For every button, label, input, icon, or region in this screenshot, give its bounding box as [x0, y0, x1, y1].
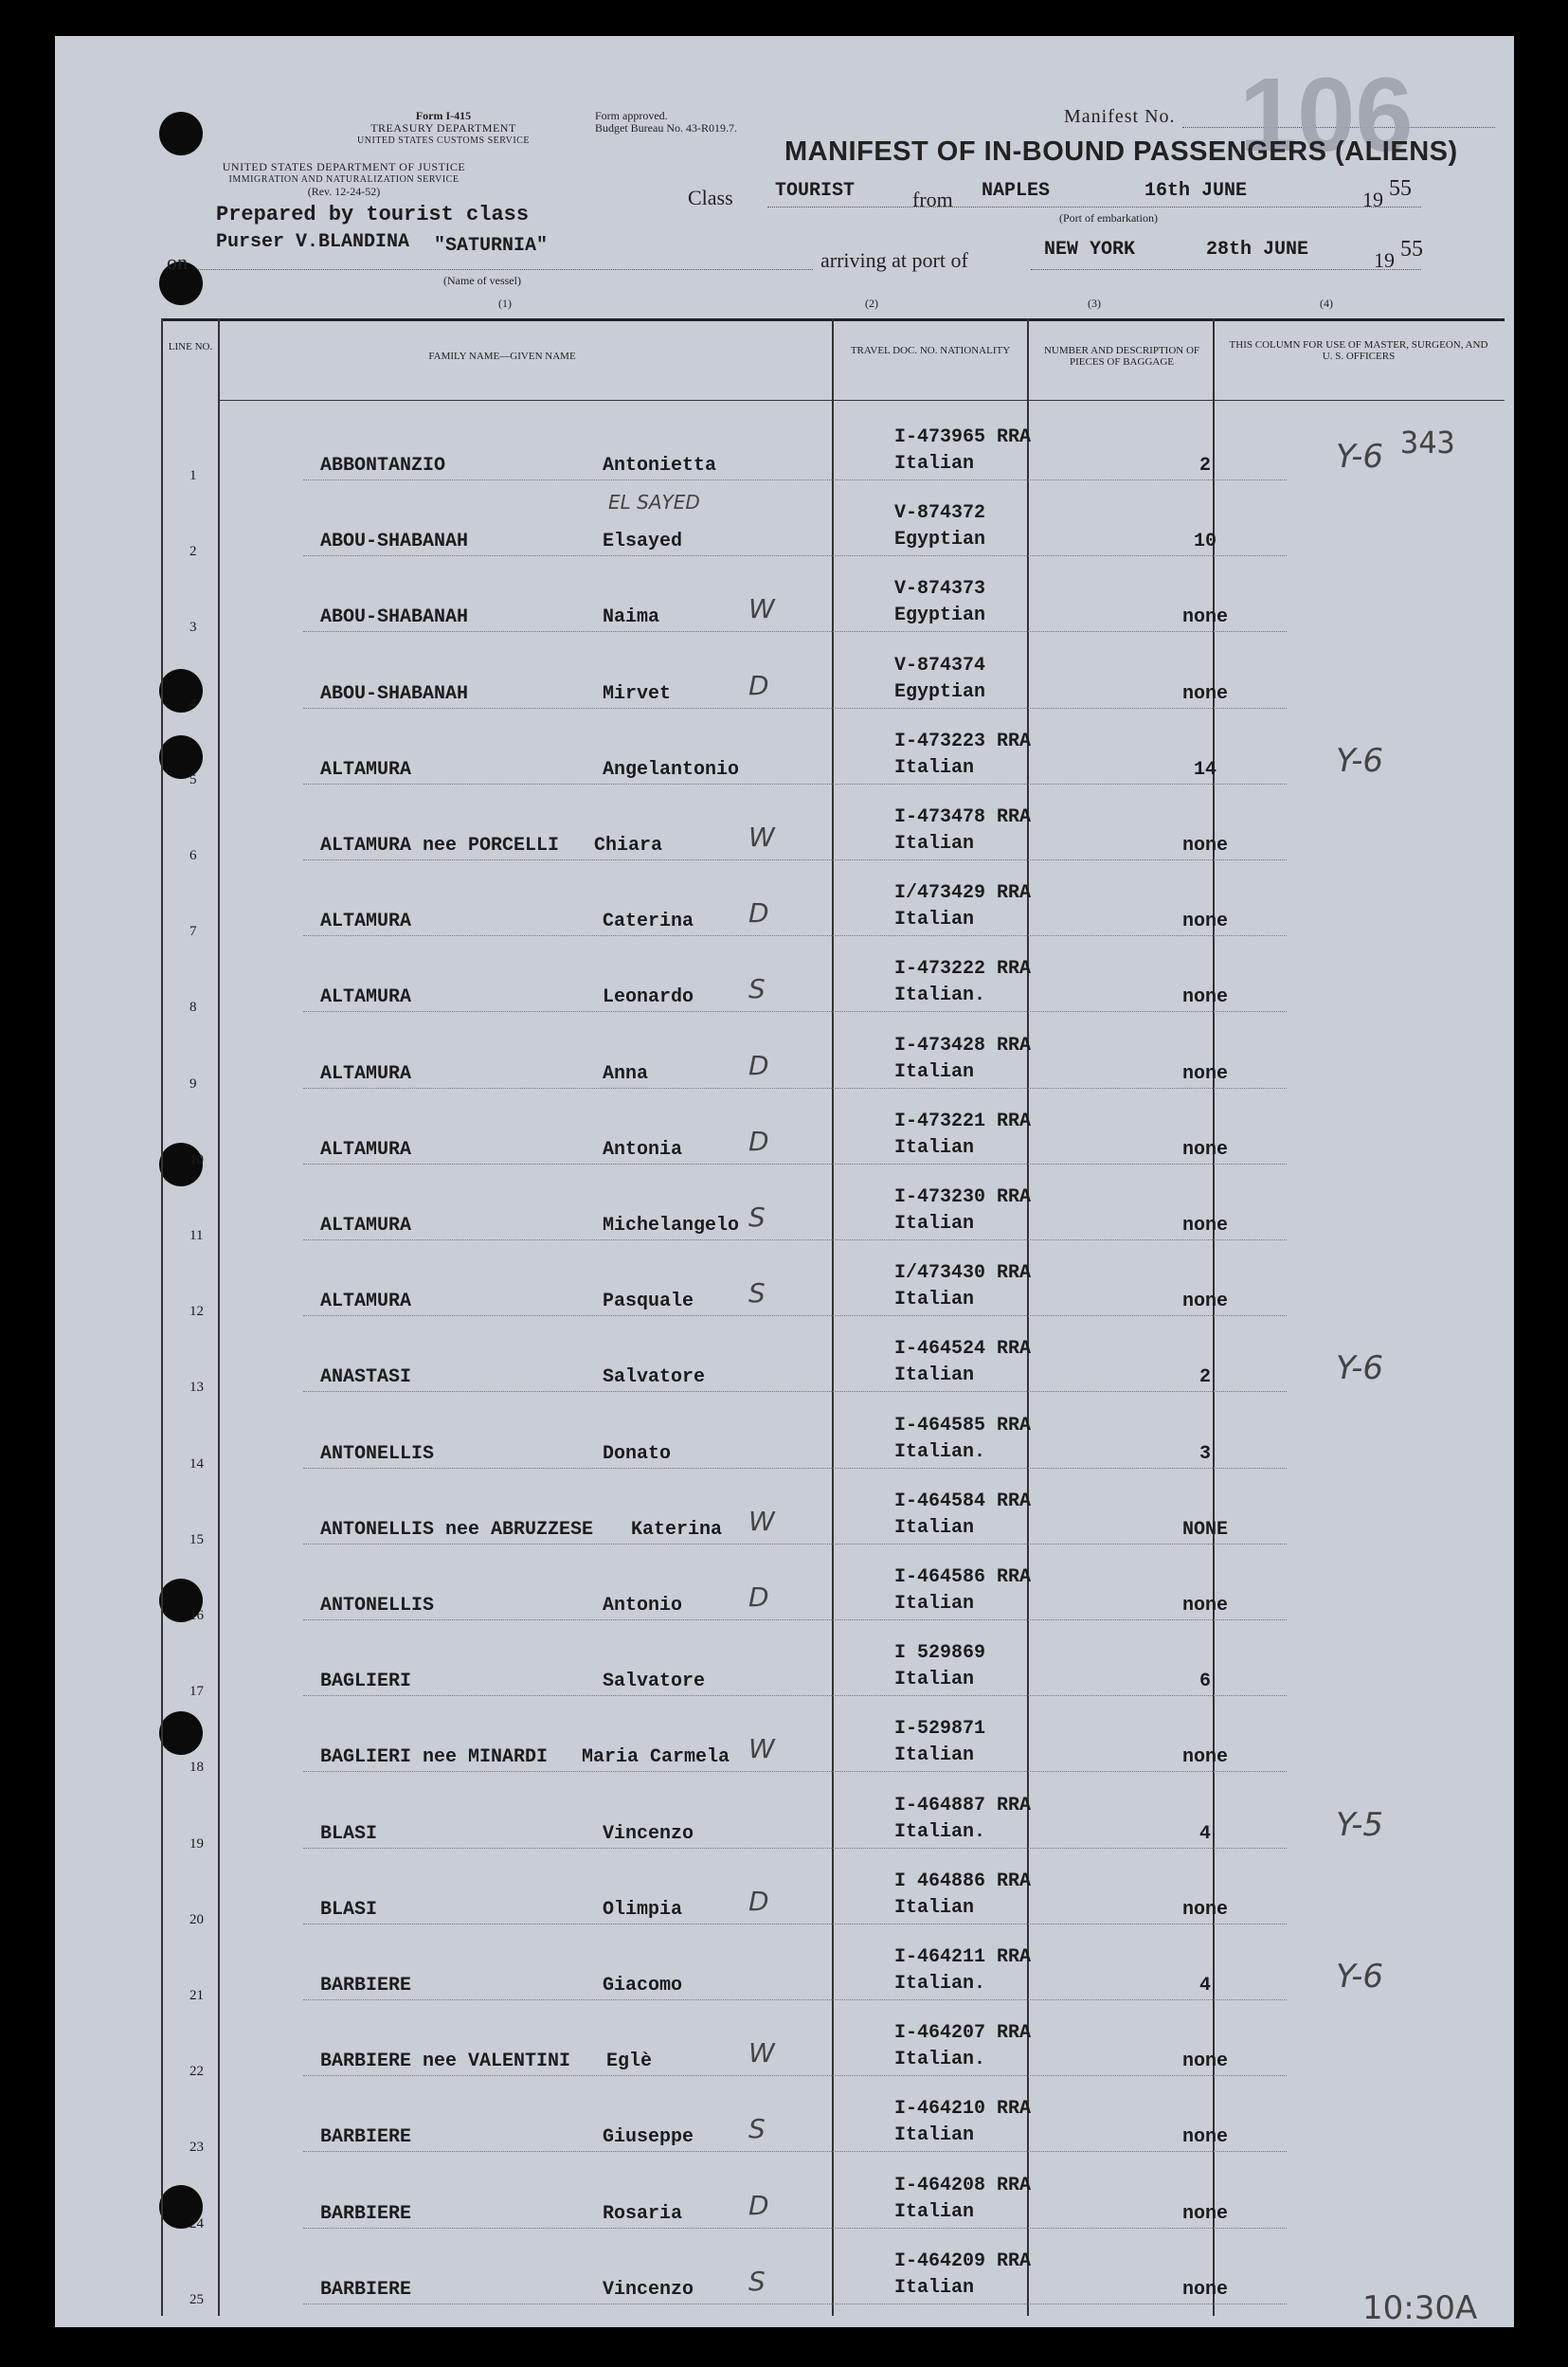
travel-doc-number: I-464211 RRA [894, 1946, 1032, 1968]
family-name: BARBIERE [320, 2126, 412, 2149]
family-name: ALTAMURA [320, 1215, 412, 1237]
manifest-no-label: Manifest No. [1064, 106, 1176, 127]
baggage-count: none [1181, 606, 1228, 629]
handwritten-annotation: D [748, 1885, 769, 1917]
family-name: ANTONELLIS [320, 1442, 435, 1465]
handwritten-annotation: W [748, 1505, 775, 1537]
baggage-count: none [1181, 986, 1228, 1009]
justice-block [169, 161, 519, 198]
baggage-count: none [1181, 2126, 1228, 2149]
family-name: ALTAMURA [320, 1291, 412, 1313]
line-number: 20 [189, 1911, 204, 1927]
line-number: 1 [189, 468, 197, 483]
table-row [161, 795, 1505, 871]
table-row [161, 491, 1505, 567]
col-num-3: (3) [1088, 297, 1101, 310]
form-block [320, 110, 567, 147]
line-number: 21 [189, 1988, 204, 2003]
table-row [161, 643, 1505, 719]
line-number: 22 [189, 2064, 204, 2080]
handwritten-annotation: D [748, 1581, 769, 1613]
baggage-count: none [1181, 1898, 1228, 1921]
travel-doc-number: I-464209 RRA [894, 2250, 1032, 2272]
manifest-title: MANIFEST OF IN-BOUND PASSENGERS (ALIENS) [784, 136, 1458, 167]
row-divider [303, 1544, 1287, 1545]
passenger-table [161, 318, 1505, 2316]
table-row [161, 415, 1505, 491]
given-name: Katerina [631, 1518, 723, 1541]
family-name: ANTONELLIS [320, 1595, 435, 1617]
nationality: Italian [894, 909, 975, 931]
given-name: Elsayed [603, 531, 683, 553]
class-line [767, 207, 1421, 208]
baggage-count: 10 [1193, 531, 1217, 553]
handwritten-annotation: W [748, 2037, 775, 2069]
travel-doc-number: I 529869 [894, 1642, 986, 1665]
given-name: Anna [603, 1062, 649, 1085]
officer-note: Y-6 [1336, 741, 1383, 780]
line-number: 14 [189, 1455, 204, 1472]
baggage-count: none [1181, 1138, 1228, 1161]
given-name: Rosaria [603, 2202, 683, 2225]
travel-doc-number: I-464887 RRA [894, 1794, 1032, 1816]
family-name: ALTAMURA [320, 1062, 412, 1085]
given-name: Chiara [594, 835, 663, 857]
row-divider [303, 708, 1287, 709]
class-value: TOURIST [775, 180, 856, 202]
row-divider [303, 1164, 1287, 1165]
budget-bureau: Budget Bureau No. 43-R019.7. [595, 121, 737, 135]
table-row [161, 2011, 1505, 2087]
given-name: Antonietta [603, 455, 717, 477]
family-name: BLASI [320, 1898, 378, 1921]
family-name: BARBIERE [320, 2202, 412, 2225]
baggage-count: none [1181, 1595, 1228, 1617]
line-number: 25 [189, 2291, 204, 2307]
family-name: BAGLIERI [320, 1671, 412, 1693]
handwritten-annotation: D [748, 2189, 769, 2221]
treasury-dept: TREASURY DEPARTMENT [370, 121, 516, 135]
line-number: 4 [189, 696, 197, 712]
officer-note: Y-6 [1336, 1349, 1383, 1388]
family-name: BARBIERE nee VALENTINI [320, 2051, 571, 2073]
table-row [161, 719, 1505, 795]
nationality: Italian [894, 453, 975, 475]
line-number: 24 [189, 2215, 204, 2231]
nationality: Italian [894, 1213, 975, 1235]
from-label: from [912, 188, 953, 211]
travel-doc-number: I-473965 RRA [894, 426, 1032, 448]
travel-doc-number: I-464207 RRA [894, 2022, 1032, 2045]
arriving-label: arriving at port of [820, 248, 968, 272]
travel-doc-number: I-473428 RRA [894, 1034, 1032, 1057]
given-name: Salvatore [603, 1366, 706, 1389]
given-name: Maria Carmela [582, 1746, 730, 1769]
nationality: Italian [894, 756, 975, 779]
line-number: 8 [189, 1000, 197, 1016]
nationality: Italian. [894, 1973, 986, 1995]
family-name: BAGLIERI nee MINARDI [320, 1746, 549, 1769]
family-name: ALTAMURA [320, 986, 412, 1009]
given-name: Michelangelo [603, 1215, 740, 1237]
col-header-officers: THIS COLUMN FOR USE OF MASTER, SURGEON, AND U. S. OFFICERS [1229, 339, 1488, 362]
nationality: Italian [894, 1896, 975, 1919]
nationality: Italian. [894, 2049, 986, 2071]
given-name: Naima [603, 606, 660, 629]
col-header-baggage: NUMBER AND DESCRIPTION OF PIECES OF BAGGAGE [1043, 345, 1200, 368]
travel-doc-number: V-874373 [894, 578, 986, 601]
baggage-count: none [1181, 2202, 1228, 2225]
row-divider [303, 935, 1287, 936]
nationality: Italian. [894, 985, 986, 1007]
table-row [161, 2239, 1505, 2315]
given-name: Donato [603, 1442, 672, 1465]
travel-doc-number: I-473230 RRA [894, 1186, 1032, 1208]
revision: (Rev. 12-24-52) [307, 185, 381, 198]
table-row [161, 1479, 1505, 1555]
baggage-count: 2 [1199, 1366, 1211, 1389]
justice-dept: UNITED STATES DEPARTMENT OF JUSTICE [222, 160, 466, 173]
row-divider [303, 859, 1287, 860]
approval-block [595, 110, 784, 135]
baggage-count: none [1181, 1291, 1228, 1313]
baggage-count: none [1181, 1215, 1228, 1237]
travel-doc-number: I/473429 RRA [894, 882, 1032, 905]
line-number: 9 [189, 1075, 197, 1092]
row-divider [303, 1391, 1287, 1392]
line-number: 23 [189, 2140, 204, 2156]
family-name: ANTONELLIS nee ABRUZZESE [320, 1518, 594, 1541]
table-row [161, 1175, 1505, 1251]
baggage-count: 4 [1199, 1822, 1211, 1845]
row-divider [303, 2075, 1287, 2076]
handwritten-annotation: D [748, 669, 769, 701]
baggage-count: 4 [1199, 1975, 1211, 1997]
nationality: Egyptian [894, 529, 986, 551]
family-name: BLASI [320, 1822, 378, 1845]
handwritten-annotation: W [748, 1733, 775, 1765]
embark-year-prefix: 19 [1362, 188, 1383, 211]
given-name: Caterina [603, 911, 694, 933]
baggage-count: 14 [1193, 758, 1217, 781]
nationality: Italian [894, 1060, 975, 1083]
form-approved: Form approved. [595, 109, 668, 122]
baggage-count: 3 [1199, 1442, 1211, 1465]
handwritten-annotation: S [748, 973, 766, 1005]
given-name: Olimpia [603, 1898, 683, 1921]
table-row [161, 1023, 1505, 1099]
handwritten-annotation: W [748, 822, 775, 853]
on-label: on [167, 250, 188, 274]
given-name: Antonio [603, 1595, 683, 1617]
table-row [161, 2163, 1505, 2239]
travel-doc-number: I-473478 RRA [894, 806, 1032, 828]
handwritten-annotation: W [748, 593, 775, 625]
arrival-year-prefix: 19 [1374, 248, 1395, 272]
handwritten-annotation: EL SAYED [608, 491, 700, 515]
row-divider [303, 2151, 1287, 2152]
family-name: BARBIERE [320, 2278, 412, 2301]
family-name: BARBIERE [320, 1975, 412, 1997]
family-name: ANASTASI [320, 1366, 412, 1389]
handwritten-annotation: S [748, 2265, 766, 2297]
given-name: Giuseppe [603, 2126, 694, 2149]
row-divider [303, 1848, 1287, 1849]
baggage-count: none [1181, 2278, 1228, 2301]
baggage-count: 6 [1199, 1671, 1211, 1693]
table-row [161, 1935, 1505, 2011]
family-name: ABOU-SHABANAH [320, 531, 469, 553]
given-name: Vincenzo [603, 1822, 694, 1845]
form-number: Form I-415 [415, 109, 472, 122]
row-divider [303, 1771, 1287, 1772]
handwritten-annotation: D [748, 1125, 769, 1157]
given-name: Antonia [603, 1138, 683, 1161]
family-name: ABBONTANZIO [320, 455, 446, 477]
col-header-travel-doc: TRAVEL DOC. NO. NATIONALITY [850, 345, 1011, 356]
officer-note: Y-5 [1336, 1805, 1383, 1844]
given-name: Vincenzo [603, 2278, 694, 2301]
line-number: 16 [189, 1608, 204, 1623]
table-row [161, 2087, 1505, 2162]
line-number: 18 [189, 1760, 204, 1776]
table-row [161, 1707, 1505, 1782]
arrival-line [1031, 269, 1421, 270]
arrival-date: 28th JUNE [1206, 239, 1309, 261]
table-row [161, 567, 1505, 642]
line-number: 10 [189, 1151, 204, 1167]
handwritten-annotation: S [748, 1277, 766, 1310]
travel-doc-number: I-473223 RRA [894, 730, 1032, 752]
row-divider [303, 1239, 1287, 1240]
baggage-count: none [1181, 835, 1228, 857]
travel-doc-number: I-464210 RRA [894, 2098, 1032, 2121]
travel-doc-number: I-464524 RRA [894, 1338, 1032, 1361]
nationality: Italian [894, 2124, 975, 2147]
row-divider [303, 1315, 1287, 1316]
table-row [161, 1251, 1505, 1327]
given-name: Pasquale [603, 1291, 694, 1313]
table-row [161, 947, 1505, 1022]
nationality: Italian [894, 1593, 975, 1615]
customs-service: UNITED STATES CUSTOMS SERVICE [357, 136, 530, 146]
nationality: Italian [894, 833, 975, 855]
given-name: Giacomo [603, 1975, 683, 1997]
col-header-name: FAMILY NAME—GIVEN NAME [428, 351, 576, 362]
col-num-2: (2) [865, 297, 878, 310]
line-number: 2 [189, 544, 197, 560]
handwritten-annotation: D [748, 897, 769, 930]
table-row [161, 1631, 1505, 1707]
family-name: ALTAMURA [320, 1138, 412, 1161]
line-number: 7 [189, 924, 197, 940]
punch-hole [159, 112, 203, 155]
family-name: ALTAMURA [320, 758, 412, 781]
line-number: 17 [189, 1684, 204, 1700]
travel-doc-number: I-464586 RRA [894, 1566, 1032, 1588]
travel-doc-number: I-464585 RRA [894, 1414, 1032, 1436]
given-name: Salvatore [603, 1671, 706, 1693]
travel-doc-number: I-529871 [894, 1718, 986, 1741]
given-name: Angelantonio [603, 758, 740, 781]
baggage-count: none [1181, 2051, 1228, 2073]
travel-doc-number: I-473221 RRA [894, 1110, 1032, 1132]
nationality: Italian [894, 1516, 975, 1539]
baggage-count: none [1181, 1062, 1228, 1085]
port-embarkation-caption: (Port of embarkation) [1059, 211, 1158, 225]
row-divider [303, 1695, 1287, 1696]
given-name: Leonardo [603, 986, 694, 1009]
row-divider [303, 1468, 1287, 1469]
line-number: 15 [189, 1531, 204, 1547]
vessel-line [197, 269, 813, 270]
line-number: 3 [189, 620, 197, 636]
embark-port: NAPLES [982, 180, 1051, 202]
line-number: 13 [189, 1380, 204, 1396]
manifest-sheet [55, 36, 1514, 2327]
travel-doc-number: I 464886 RRA [894, 1870, 1032, 1892]
row-divider [303, 631, 1287, 632]
handwritten-annotation: D [748, 1049, 769, 1081]
header-rule [218, 400, 1505, 401]
family-name: ALTAMURA [320, 911, 412, 933]
line-number: 11 [189, 1228, 204, 1243]
travel-doc-number: I/473430 RRA [894, 1262, 1032, 1285]
travel-doc-number: V-874372 [894, 502, 986, 525]
embark-year: 55 [1389, 176, 1412, 201]
row-divider [303, 2228, 1287, 2229]
vessel-caption: (Name of vessel) [443, 274, 521, 287]
handwritten-annotation: S [748, 1202, 766, 1233]
travel-doc-number: V-874374 [894, 654, 986, 677]
family-name: ALTAMURA nee PORCELLI [320, 835, 560, 857]
family-name: ABOU-SHABANAH [320, 682, 469, 705]
officer-note: Y-6 [1336, 1958, 1383, 1996]
page-number-note: 343 [1400, 425, 1455, 461]
row-divider [303, 1999, 1287, 2000]
baggage-count: none [1181, 911, 1228, 933]
col-num-1: (1) [498, 297, 512, 310]
nationality: Italian [894, 1669, 975, 1691]
table-row [161, 1783, 1505, 1859]
officer-note: Y-6 [1336, 438, 1383, 476]
embark-date: 16th JUNE [1144, 180, 1248, 202]
nationality: Egyptian [894, 680, 986, 703]
col-header-line: LINE NO. [168, 341, 213, 352]
baggage-count: none [1181, 1746, 1228, 1769]
baggage-count: 2 [1199, 455, 1211, 477]
nationality: Italian [894, 2276, 975, 2299]
nationality: Italian [894, 1289, 975, 1311]
travel-doc-number: I-464208 RRA [894, 2174, 1032, 2196]
baggage-count: none [1181, 682, 1228, 705]
nationality: Italian [894, 1364, 975, 1387]
purser: Purser V.BLANDINA [216, 231, 410, 253]
travel-doc-number: I-473222 RRA [894, 958, 1032, 981]
arrival-port: NEW YORK [1044, 239, 1136, 261]
line-number: 6 [189, 848, 197, 863]
arrival-year: 55 [1400, 237, 1423, 262]
nationality: Italian [894, 2200, 975, 2223]
time-note: 10:30A [1362, 2289, 1478, 2327]
nationality: Italian [894, 1136, 975, 1159]
row-divider [303, 784, 1287, 785]
row-divider [303, 555, 1287, 556]
given-name: Eglè [606, 2051, 653, 2073]
ins-service: IMMIGRATION AND NATURALIZATION SERVICE [228, 174, 460, 185]
baggage-count: NONE [1181, 1518, 1228, 1541]
col-num-4: (4) [1320, 297, 1333, 310]
nationality: Italian. [894, 1820, 986, 1843]
row-divider [303, 479, 1287, 480]
row-divider [303, 1619, 1287, 1620]
line-number: 5 [189, 771, 197, 787]
row-divider [303, 1088, 1287, 1089]
prepared-by: Prepared by tourist class [216, 203, 530, 226]
table-row [161, 1555, 1505, 1631]
travel-doc-number: I-464584 RRA [894, 1490, 1032, 1512]
table-row [161, 1859, 1505, 1935]
table-row [161, 1327, 1505, 1402]
table-row [161, 871, 1505, 947]
nationality: Italian [894, 1744, 975, 1767]
nationality: Italian. [894, 1440, 986, 1463]
table-row [161, 1099, 1505, 1175]
table-row [161, 1403, 1505, 1479]
manifest-number-stamp: 106 [1239, 57, 1414, 173]
handwritten-annotation: S [748, 2113, 766, 2145]
nationality: Egyptian [894, 605, 986, 627]
line-number: 19 [189, 1835, 204, 1852]
row-divider [303, 1011, 1287, 1012]
vessel-name: "SATURNIA" [434, 235, 549, 257]
line-number: 12 [189, 1304, 204, 1320]
family-name: ABOU-SHABANAH [320, 606, 469, 629]
class-label: Class [688, 186, 733, 209]
given-name: Mirvet [603, 682, 672, 705]
